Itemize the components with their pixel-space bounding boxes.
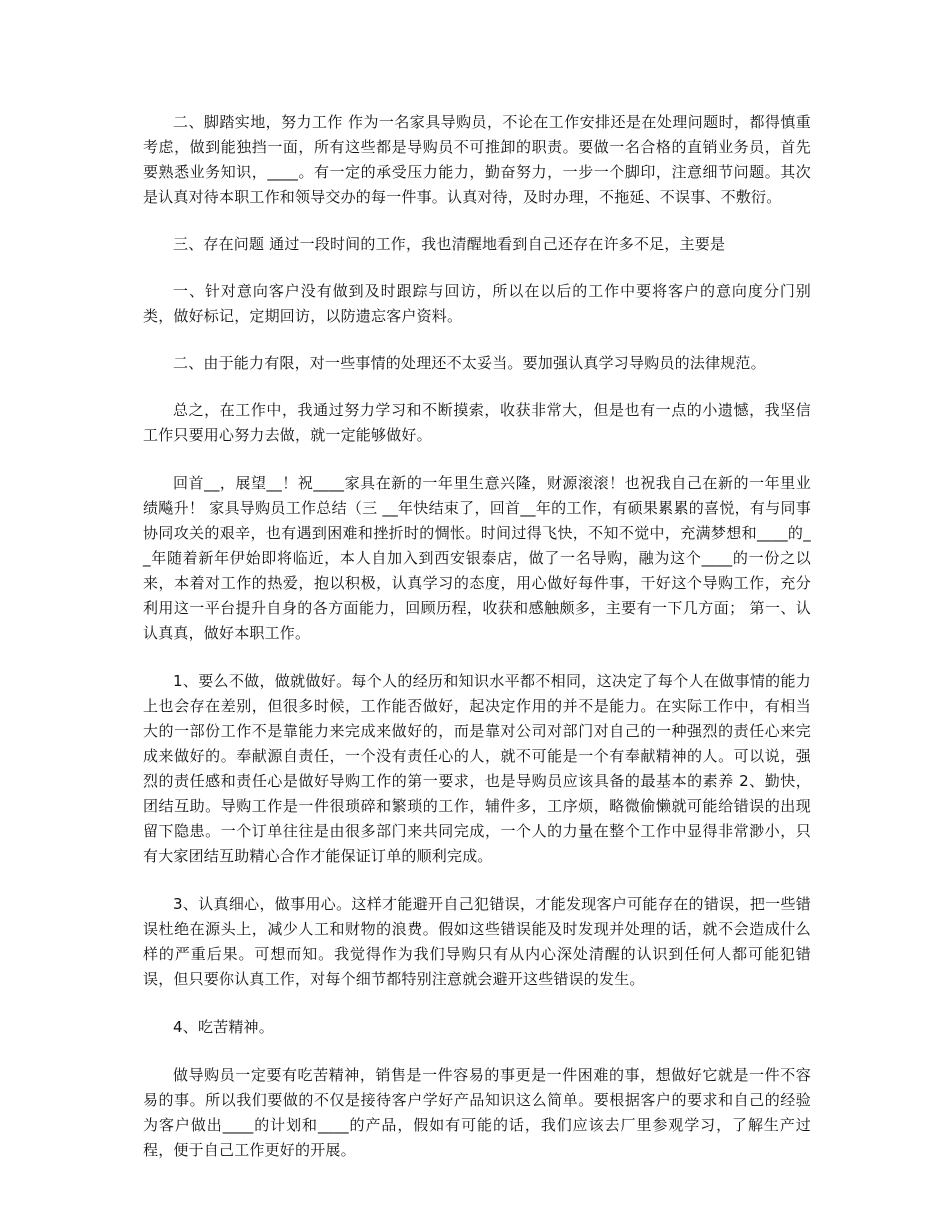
document-body bbox=[143, 110, 811, 1163]
paragraph-summary-three: 回首__，展望__！祝____家具在新的一年里生意兴隆，财源滚滚！也祝我自己在新的一年里业绩飚升！ 家具导购员工作总结（三 __年快结束了，回首__年的工作，有硕果累累的喜悦，有与同事协同攻关的艰辛，也有遇到困难和挫折时的惆怅。时间过得飞快，不知不觉中，充满梦想和____的__年随着新年伊始即将临近，本人自加入到西安银泰店，做了一名导购，融为这个____的一份之以来，本着对工作的热爱，抱以积极，认真学习的态度，用心做好每件事，干好这个导购工作，充分利用这一平台提升自身的各方面能力，回顾历程，收获和感触颇多，主要有一下几方面； 第一、认认真真，做好本职工作。 bbox=[143, 474, 811, 642]
paragraph-problem-two: 二、由于能力有限，对一些事情的处理还不太妥当。要加强认真学习导购员的法律规范。 bbox=[173, 354, 766, 372]
paragraph-duty: 二、脚踏实地，努力工作 作为一名家具导购员，不论在工作安排还是在处理问题时，都得慎重考虑，做到能独挡一面，所有这些都是导购员不可推卸的职责。要做一名合格的直销业务员，首先要熟悉业务知识，____。有一定的承受压力能力，勤奋努力，一步一个脚印，注意细节问题。其次是认真对待本职工作和领导交办的每一件事。认真对待，及时办理，不拖延、不误事、不敷衍。 bbox=[143, 113, 811, 206]
paragraph-conclusion: 总之，在工作中，我通过努力学习和不断摸索，收获非常大，但是也有一点的小遗憾，我坚信工作只要用心努力去做，就一定能够做好。 bbox=[143, 401, 811, 444]
paragraph-point-three: 3、认真细心，做事用心。这样才能避开自己犯错误，才能发现客户可能存在的错误，把一些错误杜绝在源头上，减少人工和财物的浪费。假如这些错误能及时发现并处理的话，就不会造成什么样的严重后果。可想而知。我觉得作为我们导购只有从内心深处清醒的认识到任何人都可能犯错误，但只要你认真工作，对每个细节都特别注意就会避开这些错误的发生。 bbox=[143, 895, 811, 988]
paragraph-point-one-two: 1、要么不做，做就做好。每个人的经历和知识水平都不相同，这决定了每个人在做事情的能力上也会存在差别，但很多时候，工作能否做好，起决定作用的并不是能力。在实际工作中，有相当大的一部份工作不是靠能力来完成来做好的，而是靠对公司对部门对自己的一种强烈的责任心来完成来做好的。奉献源自责任，一个没有责任心的人，就不可能是一个有奉献精神的人。可以说，强烈的责任感和责任心是做好导购工作的第一要求，也是导购员应该具备的最基本的素养 2、勤快，团结互助。导购工作是一件很琐碎和繁琐的工作，辅件多，工序烦，略微偷懒就可能给错误的出现留下隐患。一个订单往往是由很多部门来共同完成，一个人的力量在整个工作中显得非常渺小，只有大家团结互助精心合作才能保证订单的顺利完成。 bbox=[143, 672, 811, 865]
paragraph-point-four-heading: 4、吃苦精神。 bbox=[173, 1018, 274, 1036]
paragraph-hard-work: 做导购员一定要有吃苦精神，销售是一件容易的事更是一件困难的事，想做好它就是一件不容易的事。所以我们要做的不仅是接待客户学好产品知识这么简单。要根据客户的要求和自己的经验为客户做出____的计划和____的产品，假如有可能的话，我们应该去厂里参观学习，了解生产过程，便于自己工作更好的开展。 bbox=[143, 1066, 811, 1159]
paragraph-problems-heading: 三、存在问题 通过一段时间的工作，我也清醒地看到自己还存在许多不足，主要是 bbox=[173, 235, 726, 253]
paragraph-problem-one: 一、针对意向客户没有做到及时跟踪与回访，所以在以后的工作中要将客户的意向度分门别类，做好标记，定期回访，以防遗忘客户资料。 bbox=[143, 282, 811, 325]
